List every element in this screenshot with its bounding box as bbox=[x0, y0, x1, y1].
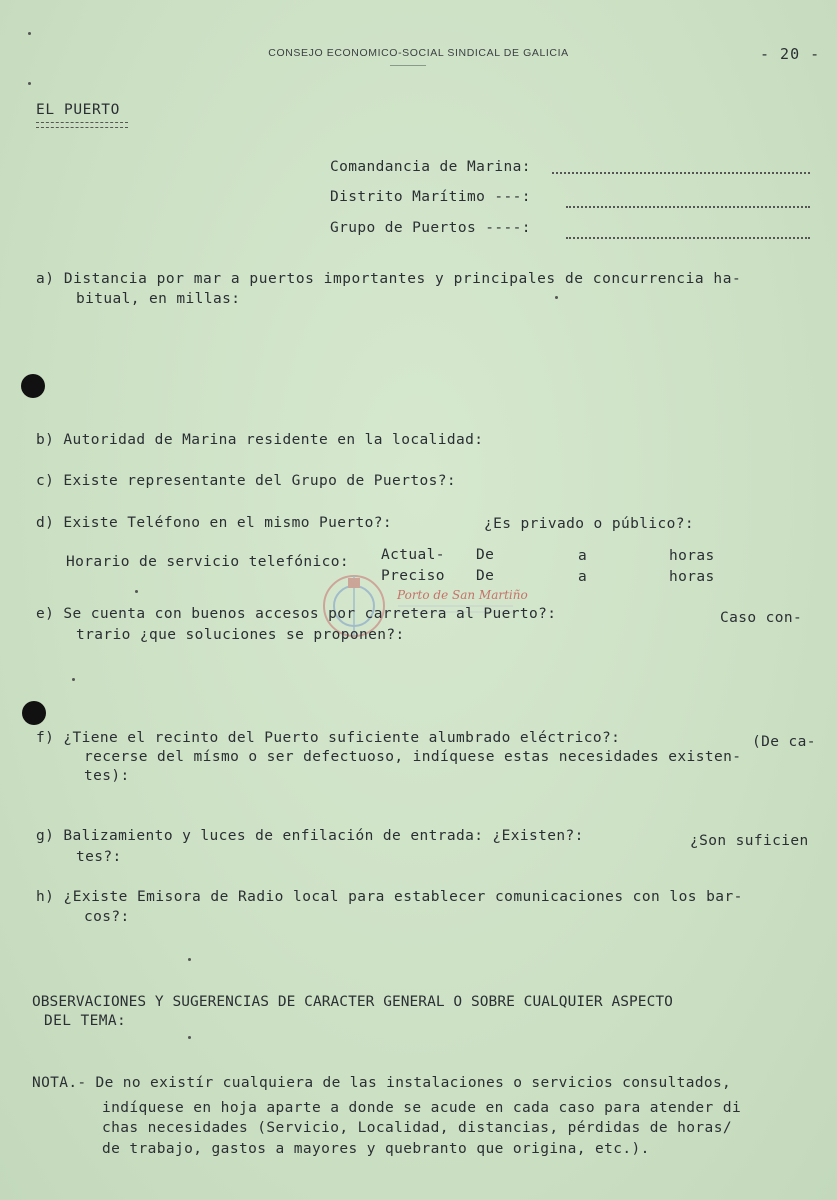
nota-line1: NOTA.- De no existír cualquiera de las instalaciones o servicios consultados, bbox=[32, 1075, 732, 1091]
field-distrito: Distrito Marítimo ---: bbox=[330, 189, 531, 205]
title-underline bbox=[36, 122, 128, 128]
question-g-line2: tes?: bbox=[76, 849, 122, 865]
page-number: - 20 - bbox=[760, 45, 821, 63]
nota-line4: de trabajo, gastos a mayores y quebranto que origina, etc.). bbox=[102, 1141, 650, 1157]
horario-label: Horario de servicio telefónico: bbox=[66, 554, 350, 570]
field-comandancia: Comandancia de Marina: bbox=[330, 159, 531, 175]
horario-de-2: De bbox=[476, 568, 495, 584]
question-g-line1: g) Balizamiento y luces de enfilación de entrada: ¿Existen?: bbox=[36, 828, 584, 844]
letterhead-rule bbox=[390, 65, 426, 66]
blank-distrito bbox=[566, 196, 810, 208]
horario-preciso: Preciso bbox=[381, 568, 445, 584]
paper-speck bbox=[28, 82, 31, 85]
nota-line2: indíquese en hoja aparte a donde se acude en cada caso para atender di bbox=[102, 1100, 742, 1116]
horario-a-1: a bbox=[578, 548, 588, 564]
question-f-line1: f) ¿Tiene el recinto del Puerto suficiente alumbrado eléctrico?: bbox=[36, 730, 621, 746]
punch-hole-bottom bbox=[22, 701, 46, 725]
question-h-line2: cos?: bbox=[84, 909, 130, 925]
letterhead: CONSEJO ECONOMICO-SOCIAL SINDICAL DE GALICIA bbox=[268, 47, 569, 59]
horario-actual: Actual- bbox=[381, 547, 445, 563]
blank-comandancia bbox=[552, 162, 810, 174]
punch-hole-top bbox=[21, 374, 45, 398]
question-a-line1: a) Distancia por mar a puertos importantes y principales de concurrencia ha- bbox=[36, 271, 742, 287]
horario-de-1: De bbox=[476, 547, 495, 563]
field-grupo: Grupo de Puertos ----: bbox=[330, 220, 531, 236]
question-d-right: ¿Es privado o público?: bbox=[484, 516, 694, 532]
observaciones-line1: OBSERVACIONES Y SUGERENCIAS DE CARACTER GENERAL O SOBRE CUALQUIER ASPECTO bbox=[32, 994, 673, 1010]
paper-speck bbox=[28, 32, 31, 35]
question-f-line3: tes): bbox=[84, 768, 130, 784]
question-h-line1: h) ¿Existe Emisora de Radio local para establecer comunicaciones con los bar- bbox=[36, 889, 743, 905]
question-f-right: (De ca- bbox=[752, 734, 816, 750]
question-c: c) Existe representante del Grupo de Puertos?: bbox=[36, 473, 456, 489]
question-e-right: Caso con- bbox=[720, 610, 803, 626]
horario-horas-2: horas bbox=[669, 569, 715, 585]
question-g-right: ¿Son suficien bbox=[690, 833, 809, 849]
question-a-line2: bitual, en millas: bbox=[76, 291, 241, 307]
question-e-line1: e) Se cuenta con buenos accesos por carretera al Puerto?: bbox=[36, 606, 557, 622]
stamp-caption: Porto de San Martiño bbox=[397, 588, 528, 602]
horario-horas-1: horas bbox=[669, 548, 715, 564]
nota-line3: chas necesidades (Servicio, Localidad, distancias, pérdidas de horas/ bbox=[102, 1120, 732, 1136]
question-b: b) Autoridad de Marina residente en la localidad: bbox=[36, 432, 484, 448]
blank-grupo bbox=[566, 227, 810, 239]
paper-speck bbox=[188, 958, 191, 961]
question-d: d) Existe Teléfono en el mismo Puerto?: bbox=[36, 515, 393, 531]
paper-speck bbox=[555, 296, 558, 299]
question-f-line2: recerse del mísmo o ser defectuoso, indíquese estas necesidades existen- bbox=[84, 749, 742, 765]
paper-speck bbox=[72, 678, 75, 681]
paper-speck bbox=[188, 1036, 191, 1039]
observaciones-line2: DEL TEMA: bbox=[44, 1013, 127, 1029]
question-e-line2: trario ¿que soluciones se proponen?: bbox=[76, 627, 405, 643]
section-title: EL PUERTO bbox=[36, 102, 120, 118]
paper-speck bbox=[135, 590, 138, 593]
horario-a-2: a bbox=[578, 569, 588, 585]
